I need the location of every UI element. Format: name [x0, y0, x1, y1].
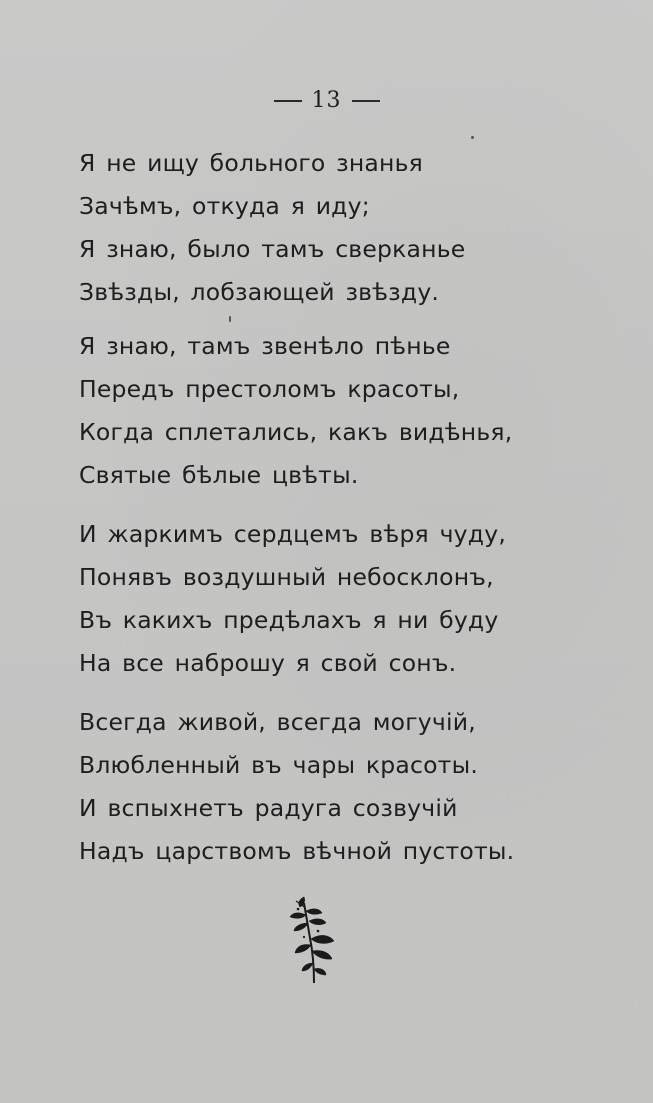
poem-line: Я знаю, тамъ звенѣло пѣнье [79, 332, 451, 360]
poem-line: Всегда живой, всегда могучій, [79, 708, 476, 736]
poem-line: Въ какихъ предѣлахъ я ни буду [79, 606, 499, 634]
poem-line: На все наброшу я свой сонъ. [79, 649, 457, 677]
right-dash [352, 100, 380, 102]
stanza-2 [79, 325, 559, 497]
poem-line: Святые бѣлые цвѣты. [79, 461, 359, 489]
poem-line: Передъ престоломъ красоты, [79, 375, 460, 403]
poem-line: Я знаю, было тамъ сверканье [79, 235, 466, 263]
poem-line: Понявъ воздушный небосклонъ, [79, 563, 494, 591]
floral-sprig-icon [284, 893, 340, 985]
paper-speck [229, 316, 231, 322]
page-number: 13 [311, 88, 342, 113]
stanza-3 [79, 513, 559, 685]
poem-line: Я не ищу больного знанья [79, 149, 423, 177]
poem-line: Влюбленный въ чары красоты. [79, 751, 478, 779]
poem-line: Когда сплетались, какъ видѣнья, [79, 418, 513, 446]
stanza-4 [79, 701, 559, 873]
left-dash [274, 100, 302, 102]
stanza-1 [79, 142, 559, 314]
poem-line: И жаркимъ сердцемъ вѣря чуду, [79, 520, 506, 548]
poem-line: Надъ царствомъ вѣчной пустоты. [79, 837, 515, 865]
paper-speck [471, 136, 474, 139]
page-number-header [0, 88, 653, 113]
poem-line: Звѣзды, лобзающей звѣзду. [79, 278, 440, 306]
poem-line: Зачѣмъ, откуда я иду; [79, 192, 370, 220]
poem-line: И вспыхнетъ радуга созвучій [79, 794, 458, 822]
